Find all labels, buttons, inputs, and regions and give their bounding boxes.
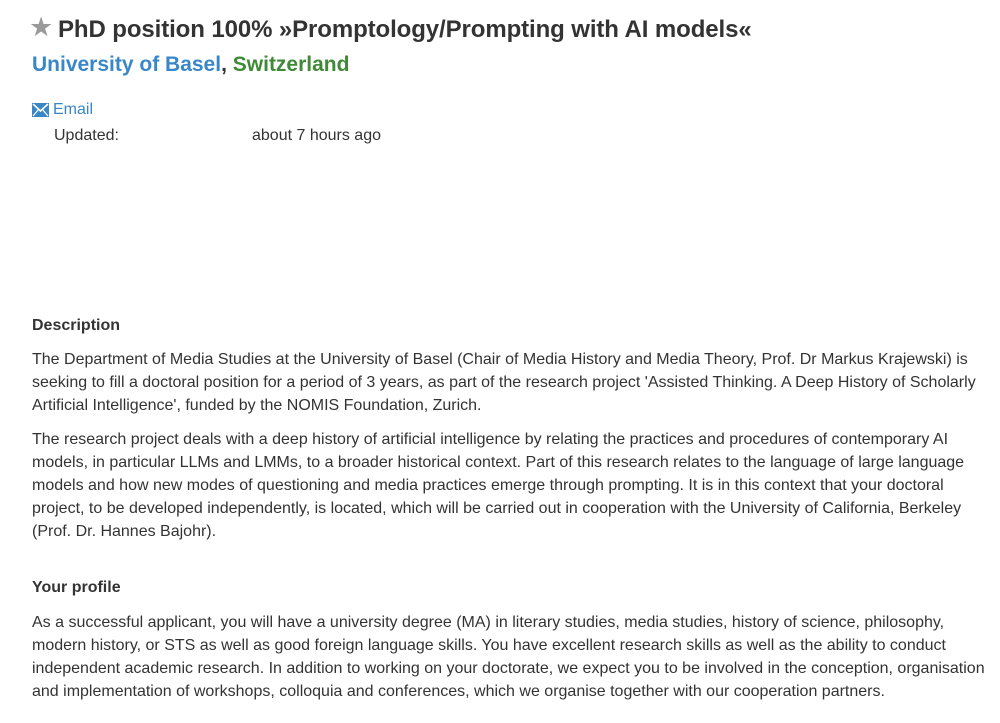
email-action[interactable]	[32, 99, 987, 121]
employer-link[interactable]: University of Basel	[32, 53, 222, 76]
profile-paragraph: As a successful applicant, you will have a university degree (MA) in literary studies, media studies, history of science, philosophy, modern history, or STS as well as good foreign language skills. You have excellent research skills as well as the ability to conduct independent academic research. In addition to working on your doctorate, we expect you to be involved in the conception, organisation and implementation of workshops, colloquia and conferences, which we organise together with our cooperation partners.	[32, 614, 985, 700]
employer-line	[32, 50, 987, 80]
employer-separator: ,	[221, 53, 227, 76]
job-detail	[29, 11, 987, 703]
country-label: Switzerland	[232, 53, 350, 76]
updated-value: about 7 hours ago	[252, 127, 381, 144]
title-row	[29, 11, 987, 48]
description-heading: Description	[32, 317, 121, 334]
updated-row	[32, 127, 987, 149]
job-title: PhD position 100% »Promptology/Prompting with AI models«	[58, 16, 752, 43]
email-link[interactable]: Email	[53, 101, 94, 118]
envelope-icon	[32, 103, 49, 117]
description-paragraph: The Department of Media Studies at the University of Basel (Chair of Media History and Media Theory, Prof. Dr Markus Krajewski) is seeking to fill a doctoral position for a period of 3 years, as part of the research project 'Assisted Thinking. A Deep History of Scholarly Artificial Intelligence', funded by the NOMIS Foundation, Zurich.	[32, 351, 976, 414]
profile-heading: Your profile	[32, 579, 121, 596]
updated-label: Updated:	[54, 127, 119, 144]
star-icon[interactable]: ★	[29, 11, 54, 42]
description-paragraph: The research project deals with a deep history of artificial intelligence by relating the practices and procedures of contemporary AI models, in particular LLMs and LMMs, to a broader historical context. Part of this research relates to the language of large language models and how new modes of questioning and media practices emerge through prompting. It is in this context that your doctoral project, to be developed independently, is located, which will be carried out in cooperation with the University of California, Berkeley (Prof. Dr. Hannes Bajohr).	[32, 431, 965, 540]
